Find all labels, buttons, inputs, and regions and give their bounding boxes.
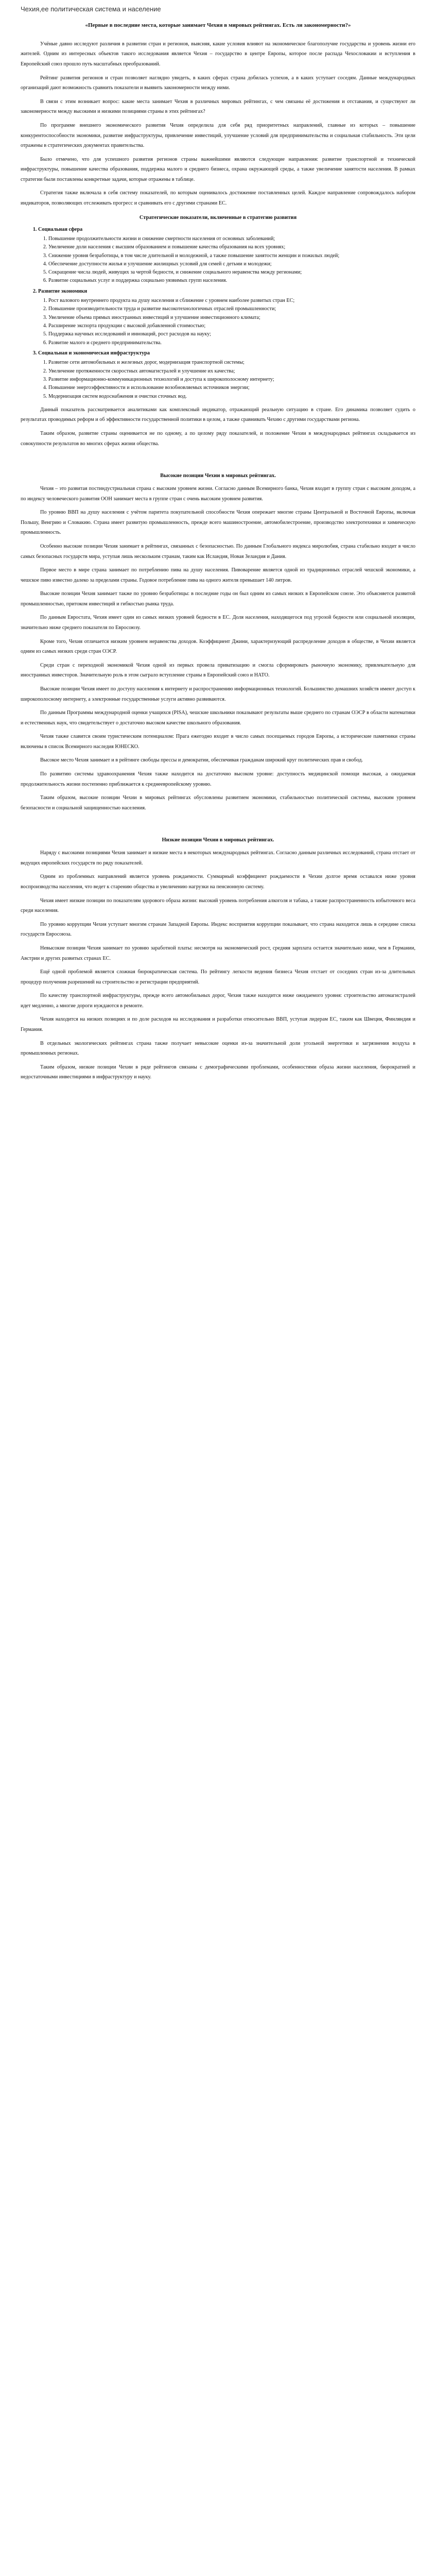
- after-goals-section: [21, 405, 415, 449]
- goal-group-title: Социальная сфера: [38, 226, 83, 232]
- paragraph: Ещё одной проблемой является сложная бюрократическая система. По рейтингу легкости ведения бизнеса Чехия отстает от соседних стран из-за длительных процедур получения разрешений на строительство и регистрации предприятий.: [21, 969, 415, 985]
- goal-item: 5. Модернизация систем водоснабжения и очистки сточных вод.: [48, 393, 415, 401]
- low-positions-heading: Низкие позиции Чехии в мировых рейтингах.: [162, 837, 274, 843]
- goal-group-title: Развитие экономики: [38, 288, 88, 294]
- paragraph: Одним из проблемных направлений является уровень рождаемости. Суммарный коэффициент рождаемости в Чехии долгое время оставался ниже уровня воспроизводства населения, что ведет к старению общества и увеличению нагрузки на пенсионную систему.: [21, 874, 415, 890]
- goal-item: 2. Увеличение протяженности скоростных автомагистралей и улучшение их качества;: [48, 367, 415, 376]
- paragraph: По качеству транспортной инфраструктуры, прежде всего автомобильных дорог, Чехия также находится ниже ожидаемого уровня: строительство автомагистралей идет медленно, а многие дороги нуждаются в ремонте.: [21, 993, 415, 1009]
- goals-heading: Стратегические показатели, включенные в стратегию развития: [139, 214, 297, 221]
- paragraph: Чехия также славится своим туристическим потенциалом: Прага ежегодно входит в число самых посещаемых городов Европы, а исторические памятники страны включены в список Всемирного наследия ЮНЕСКО.: [21, 734, 415, 750]
- goal-item: 2. Повышение производительности труда и развитие высокотехнологичных отраслей промышленности;: [48, 305, 415, 313]
- goal-item: 3. Развитие информационно-коммуникационных технологий и доступа к широкополосному интернету;: [48, 376, 415, 384]
- article-title: «Первые в последние места, которые занимает Чехия в мировых рейтингах. Есть ли закономерности?»: [85, 22, 351, 28]
- goal-item: 5. Сокращение числа людей, живущих за чертой бедности, и снижение социального неравенства между регионами;: [48, 268, 415, 277]
- document-page: [10, 0, 426, 1082]
- intro-section: [21, 39, 415, 209]
- paragraph: Стратегия также включала в себя систему показателей, по которым оценивалось достижение поставленных целей. Каждое направление сопровождалось набором индикаторов, позволяющих отслеживать прогресс и сравнивать его с другими странами ЕС.: [21, 190, 415, 206]
- goal-items: [38, 297, 415, 347]
- goal-item: 3. Увеличение объема прямых иностранных инвестиций и улучшение инвестиционного климата;: [48, 314, 415, 322]
- goal-group-title: Социальная и экономическая инфраструктура: [38, 350, 150, 356]
- goal-group: [38, 349, 415, 401]
- goal-items: [38, 359, 415, 401]
- goal-group: [38, 287, 415, 347]
- paragraph: Среди стран с переходной экономикой Чехия одной из первых провела приватизацию и смогла сформировать рыночную экономику, привлекательную для иностранных инвесторов. Значительную роль в этом сыграло вступление страны в Европейский союз и НАТО.: [21, 662, 415, 679]
- paragraph: Таким образом, высокие позиции Чехии в мировых рейтингах обусловлены развитием экономики, стабильностью политической системы, высоким уровнем безопасности и социальной защищенностью населения.: [21, 795, 415, 811]
- goal-item: 6. Развитие малого и среднего предпринимательства.: [48, 339, 415, 347]
- paragraph: По развитию системы здравоохранения Чехия также находится на достаточно высоком уровне: доступность медицинской помощи высокая, а ожидаемая продолжительность жизни постепенно приближается к среднеевропейскому уровню.: [21, 771, 415, 787]
- goal-item: 5. Поддержка научных исследований и инноваций, рост расходов на науку;: [48, 330, 415, 338]
- paragraph: Таким образом, низкие позиции Чехии в ряде рейтингов связаны с демографическими проблемами, особенностями образа жизни населения, бюрократией и недостаточными инвестициями в инфраструктуру и науку.: [21, 1064, 415, 1080]
- paragraph: По уровню коррупции Чехия уступает многим странам Западной Европы. Индекс восприятия коррупции показывает, что страна находится лишь в середине списка государств Евросоюза.: [21, 921, 415, 938]
- page-title: Чехия,ее политическая система и население: [21, 5, 161, 13]
- paragraph: По программе внешнего экономического развития Чехия определила для себя ряд приоритетных направлений, главные из которых – повышение конкурентоспособности экономики, развитие инфраструктуры, привлечение инвестиций, улучшение условий для предпринимательства и социальная стабильность. Эти цели отражены в стратегических документах правительства.: [21, 122, 415, 149]
- paragraph: Чехия имеет низкие позиции по показателям здорового образа жизни: высокий уровень потребления алкоголя и табака, а также распространенность избыточного веса среди населения.: [21, 897, 415, 914]
- goal-items: [38, 235, 415, 285]
- paragraph: В отдельных экологических рейтингах страна также получает невысокие оценки из-за значительной доли угольной энергетики и загрязнения воздуха в промышленных регионах.: [21, 1040, 415, 1057]
- low-positions-section: [21, 848, 415, 1082]
- paragraph: По данным Программы международной оценки учащихся (PISA), чешские школьники показывают результаты выше среднего по странам ОЭСР в области математики и естественных наук, что свидетельствует о достаточно высоком качестве школьного образования.: [21, 710, 415, 726]
- paragraph: Первое место в мире страна занимает по потреблению пива на душу населения. Пивоварение является одной из традиционных отраслей чешской экономики, а чешское пиво известно далеко за пределами страны. Годовое потребление пива на одного жителя превышает 140 литров.: [21, 567, 415, 583]
- paragraph: Данный показатель рассматривается аналитиками как комплексный индикатор, отражающий реальную ситуацию в стране. Его динамика позволяет судить о результатах проводимых реформ и об эффективности государственной политики в целом, а также сравнивать Чехию с другими государствами региона.: [21, 406, 415, 423]
- goal-item: 1. Развитие сети автомобильных и железных дорог, модернизация транспортной системы;: [48, 359, 415, 367]
- paragraph: По данным Евростата, Чехия имеет один из самых низких уровней бедности в ЕС. Доля населения, находящегося под угрозой бедности или социальной изоляции, значительно ниже среднего показателя по Евросоюзу.: [21, 615, 415, 631]
- paragraph: В связи с этим возникает вопрос: какие места занимает Чехия в различных мировых рейтингах, с чем связаны её достижения и отставания, и существуют ли закономерности между высокими и низкими позициями страны в этих рейтингах?: [21, 98, 415, 115]
- goal-item: 2. Увеличение доли населения с высшим образованием и повышение качества образования на всех уровнях;: [48, 243, 415, 251]
- goal-item: 3. Снижение уровня безработицы, в том числе длительной и молодежной, а также повышение занятости женщин и пожилых людей;: [48, 252, 415, 260]
- goal-item: 6. Развитие социальных услуг и поддержка социально уязвимых групп населения.: [48, 277, 415, 285]
- paragraph: По уровню ВВП на душу населения с учётом паритета покупательной способности Чехия опережает многие страны Центральной и Восточной Европы, включая Польшу, Венгрию и Словакию. Страна имеет развитую промышленность, прежде всего машиностроение, автомобилестроение, производство электротехники и химическую промышленность.: [21, 510, 415, 536]
- paragraph: Чехия находится на низких позициях и по доле расходов на исследования и разработки относительно ВВП, уступая лидерам ЕС, таким как Швеция, Финляндия и Германия.: [21, 1016, 415, 1032]
- goal-item: 4. Обеспечение доступности жилья и улучшение жилищных условий для семей с детьми и молодежи;: [48, 260, 415, 268]
- paragraph: Было отмечено, что для успешного развития регионов страны важнейшими являются следующие направления: развитие транспортной и технической инфраструктуры, повышение качества образования, поддержка малого и среднего бизнеса, охрана окружающей среды, а также увеличение занятости населения. В рамках стратегии были поставлены конкретные задачи, которые отражены в таблице.: [21, 156, 415, 182]
- goal-item: 1. Повышение продолжительности жизни и снижение смертности населения от основных заболеваний;: [48, 235, 415, 243]
- goal-item: 1. Рост валового внутреннего продукта на душу населения и сближение с уровнем наиболее развитых стран ЕС;: [48, 297, 415, 305]
- paragraph: Высокие позиции Чехия имеет по доступу населения к интернету и распространению информационных технологий. Большинство домашних хозяйств имеют доступ к широкополосному интернету, а электронные государственные услуги активно развиваются.: [21, 686, 415, 702]
- paragraph: Высокие позиции Чехия занимает также по уровню безработицы: в последние годы он был одним из самых низких в Европейском союзе. Это объясняется развитой промышленностью, притоком инвестиций и гибкостью рынка труда.: [21, 591, 415, 607]
- paragraph: Учёные давно исследуют различия в развитии стран и регионов, выясняя, какие условия влияют на экономическое благополучие государства и уровень жизни его жителей. Одним из интересных объектов такого исследования является Чехия – государство в центре Европы, которое после распада Чехословакии и вступления в Европейский союз прошло путь масштабных преобразований.: [21, 41, 415, 67]
- paragraph: Особенно высокие позиции Чехия занимает в рейтингах, связанных с безопасностью. По данным Глобального индекса миролюбия, страна стабильно входит в число самых безопасных государств мира, уступая лишь нескольким странам, таким как Исландия, Новая Зеландия и Дания.: [21, 544, 415, 560]
- goal-item: 4. Расширение экспорта продукции с высокой добавленной стоимостью;: [48, 322, 415, 330]
- goal-group: [38, 226, 415, 285]
- high-positions-section: [21, 484, 415, 813]
- goal-item: 4. Повышение энергоэффективности и использование возобновляемых источников энергии;: [48, 384, 415, 392]
- high-positions-heading: Высокие позиции Чехии в мировых рейтингах.: [160, 473, 276, 479]
- paragraph: Невысокие позиции Чехия занимает по уровню заработной платы: несмотря на экономический рост, средняя зарплата остается значительно ниже, чем в Германии, Австрии и других развитых странах ЕС.: [21, 945, 415, 961]
- goals-list: [21, 226, 415, 401]
- paragraph: Наряду с высокими позициями Чехия занимает и низкие места в некоторых международных рейтингах. Согласно данным различных исследований, страна отстает от ведущих европейских государств по ряду показателей.: [21, 850, 415, 866]
- paragraph: Таким образом, развитие страны оценивается не по одному, а по целому ряду показателей, и положение Чехии в международных рейтингах складывается из совокупности результатов во многих сферах жизни общества.: [21, 430, 415, 447]
- paragraph: Кроме того, Чехия отличается низким уровнем неравенства доходов. Коэффициент Джини, характеризующий распределение доходов в обществе, в Чехии является одним из самых низких среди стран ОЭСР.: [21, 638, 415, 655]
- paragraph: Чехия – это развитая постиндустриальная страна с высоким уровнем жизни. Согласно данным Всемирного банка, Чехия входит в группу стран с высоким доходом, а по индексу человеческого развития ООН занимает места в группе стран с очень высоким уровнем развития.: [21, 486, 415, 502]
- paragraph: Высокое место Чехия занимает и в рейтинге свободы прессы и демократии, обеспечивая гражданам широкий круг политических прав и свобод.: [40, 757, 363, 764]
- paragraph: Рейтинг развития регионов и стран позволяет наглядно увидеть, в каких сферах страна добилась успехов, а в каких уступает соседям. Данные международных организаций дают возможность сравнить показатели и выявить закономерности между ними.: [21, 75, 415, 91]
